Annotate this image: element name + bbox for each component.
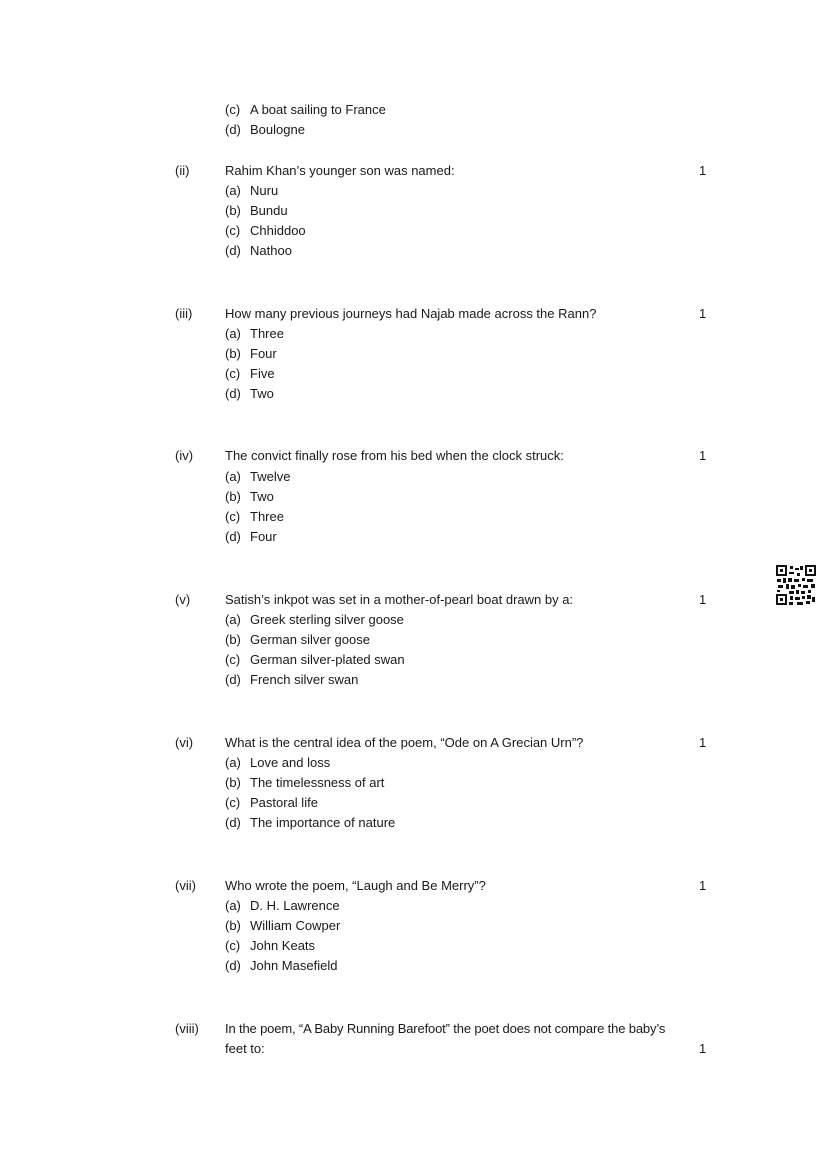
question-marks: 1 bbox=[699, 878, 707, 893]
question-marks: 1 bbox=[699, 735, 707, 750]
question-marks: 1 bbox=[699, 1041, 707, 1056]
option-row bbox=[225, 612, 404, 627]
question-text: How many previous journeys had Najab made across the Rann? bbox=[225, 306, 597, 321]
option-row bbox=[225, 102, 386, 117]
option-text: William Cowper bbox=[250, 918, 341, 933]
option-text: A boat sailing to France bbox=[250, 102, 386, 117]
option-text: Nathoo bbox=[250, 243, 292, 258]
option-text: Twelve bbox=[250, 469, 291, 484]
question-marks: 1 bbox=[699, 592, 707, 607]
option-text: Four bbox=[250, 529, 277, 544]
option-label: (b) bbox=[225, 918, 241, 933]
question-text: The convict finally rose from his bed when the clock struck: bbox=[225, 448, 564, 463]
option-text: German silver-plated swan bbox=[250, 652, 405, 667]
option-label: (d) bbox=[225, 958, 241, 973]
option-label: (c) bbox=[225, 223, 241, 238]
question-text: Who wrote the poem, “Laugh and Be Merry”? bbox=[225, 878, 486, 893]
option-row bbox=[225, 326, 284, 341]
option-label: (a) bbox=[225, 755, 241, 770]
question-text: What is the central idea of the poem, “Ode on A Grecian Urn”? bbox=[225, 735, 584, 750]
question-number: (vii) bbox=[175, 878, 196, 893]
option-row bbox=[225, 672, 358, 687]
option-label: (d) bbox=[225, 672, 241, 687]
option-text: John Masefield bbox=[250, 958, 338, 973]
question-number: (viii) bbox=[175, 1021, 199, 1036]
question-marks: 1 bbox=[699, 306, 707, 321]
option-text: Love and loss bbox=[250, 755, 331, 770]
option-label: (a) bbox=[225, 612, 241, 627]
option-row bbox=[225, 346, 277, 361]
question-number: (ii) bbox=[175, 163, 190, 178]
option-row bbox=[225, 938, 315, 953]
option-text: Three bbox=[250, 326, 284, 341]
question-number: (iii) bbox=[175, 306, 193, 321]
option-label: (a) bbox=[225, 469, 241, 484]
question-text: Satish’s inkpot was set in a mother-of-pearl boat drawn by a: bbox=[225, 592, 574, 607]
option-row bbox=[225, 898, 340, 913]
option-row bbox=[225, 183, 278, 198]
option-row bbox=[225, 489, 274, 504]
option-label: (d) bbox=[225, 815, 241, 830]
option-row bbox=[225, 386, 274, 401]
option-text: Three bbox=[250, 509, 284, 524]
option-row bbox=[225, 366, 275, 381]
option-label: (c) bbox=[225, 102, 241, 117]
option-text: John Keats bbox=[250, 938, 316, 953]
option-row bbox=[225, 795, 318, 810]
option-label: (b) bbox=[225, 203, 241, 218]
question-text-continued: feet to: bbox=[225, 1041, 265, 1056]
option-row bbox=[225, 243, 292, 258]
option-row bbox=[225, 469, 290, 484]
option-text: Pastoral life bbox=[250, 795, 318, 810]
option-label: (c) bbox=[225, 652, 241, 667]
question-number: (v) bbox=[175, 592, 191, 607]
question-marks: 1 bbox=[699, 448, 707, 463]
option-label: (d) bbox=[225, 386, 241, 401]
option-row bbox=[225, 815, 395, 830]
question-number: (iv) bbox=[175, 448, 194, 463]
option-row bbox=[225, 203, 288, 218]
option-row bbox=[225, 529, 277, 544]
option-label: (c) bbox=[225, 366, 241, 381]
qr-code-icon bbox=[776, 565, 816, 605]
option-text: Two bbox=[250, 386, 274, 401]
question-text: In the poem, “A Baby Running Barefoot” the poet does not compare the baby’s bbox=[225, 1021, 666, 1036]
question-marks: 1 bbox=[699, 163, 707, 178]
option-text: Nuru bbox=[250, 183, 279, 198]
option-text: Bundu bbox=[250, 203, 288, 218]
question-number: (vi) bbox=[175, 735, 194, 750]
option-row bbox=[225, 223, 306, 238]
option-row bbox=[225, 122, 305, 137]
option-text: Five bbox=[250, 366, 275, 381]
option-label: (a) bbox=[225, 898, 241, 913]
option-row bbox=[225, 632, 370, 647]
option-text: The importance of nature bbox=[250, 815, 396, 830]
option-text: German silver goose bbox=[250, 632, 370, 647]
option-label: (d) bbox=[225, 243, 241, 258]
option-label: (d) bbox=[225, 529, 241, 544]
question-text: Rahim Khan’s younger son was named: bbox=[225, 163, 455, 178]
option-label: (c) bbox=[225, 795, 241, 810]
option-row bbox=[225, 958, 337, 973]
option-label: (a) bbox=[225, 326, 241, 341]
option-row bbox=[225, 509, 284, 524]
option-label: (d) bbox=[225, 122, 241, 137]
option-row bbox=[225, 755, 330, 770]
option-text: Boulogne bbox=[250, 122, 305, 137]
option-row bbox=[225, 918, 340, 933]
option-text: Greek sterling silver goose bbox=[250, 612, 404, 627]
option-label: (b) bbox=[225, 775, 241, 790]
option-text: Chhiddoo bbox=[250, 223, 306, 238]
option-text: French silver swan bbox=[250, 672, 359, 687]
option-text: Four bbox=[250, 346, 277, 361]
option-label: (b) bbox=[225, 346, 241, 361]
option-label: (b) bbox=[225, 632, 241, 647]
option-label: (a) bbox=[225, 183, 241, 198]
option-label: (b) bbox=[225, 489, 241, 504]
option-label: (c) bbox=[225, 938, 241, 953]
option-text: The timelessness of art bbox=[250, 775, 385, 790]
option-row bbox=[225, 652, 405, 667]
option-label: (c) bbox=[225, 509, 241, 524]
option-text: D. H. Lawrence bbox=[250, 898, 340, 913]
option-row bbox=[225, 775, 384, 790]
option-text: Two bbox=[250, 489, 274, 504]
